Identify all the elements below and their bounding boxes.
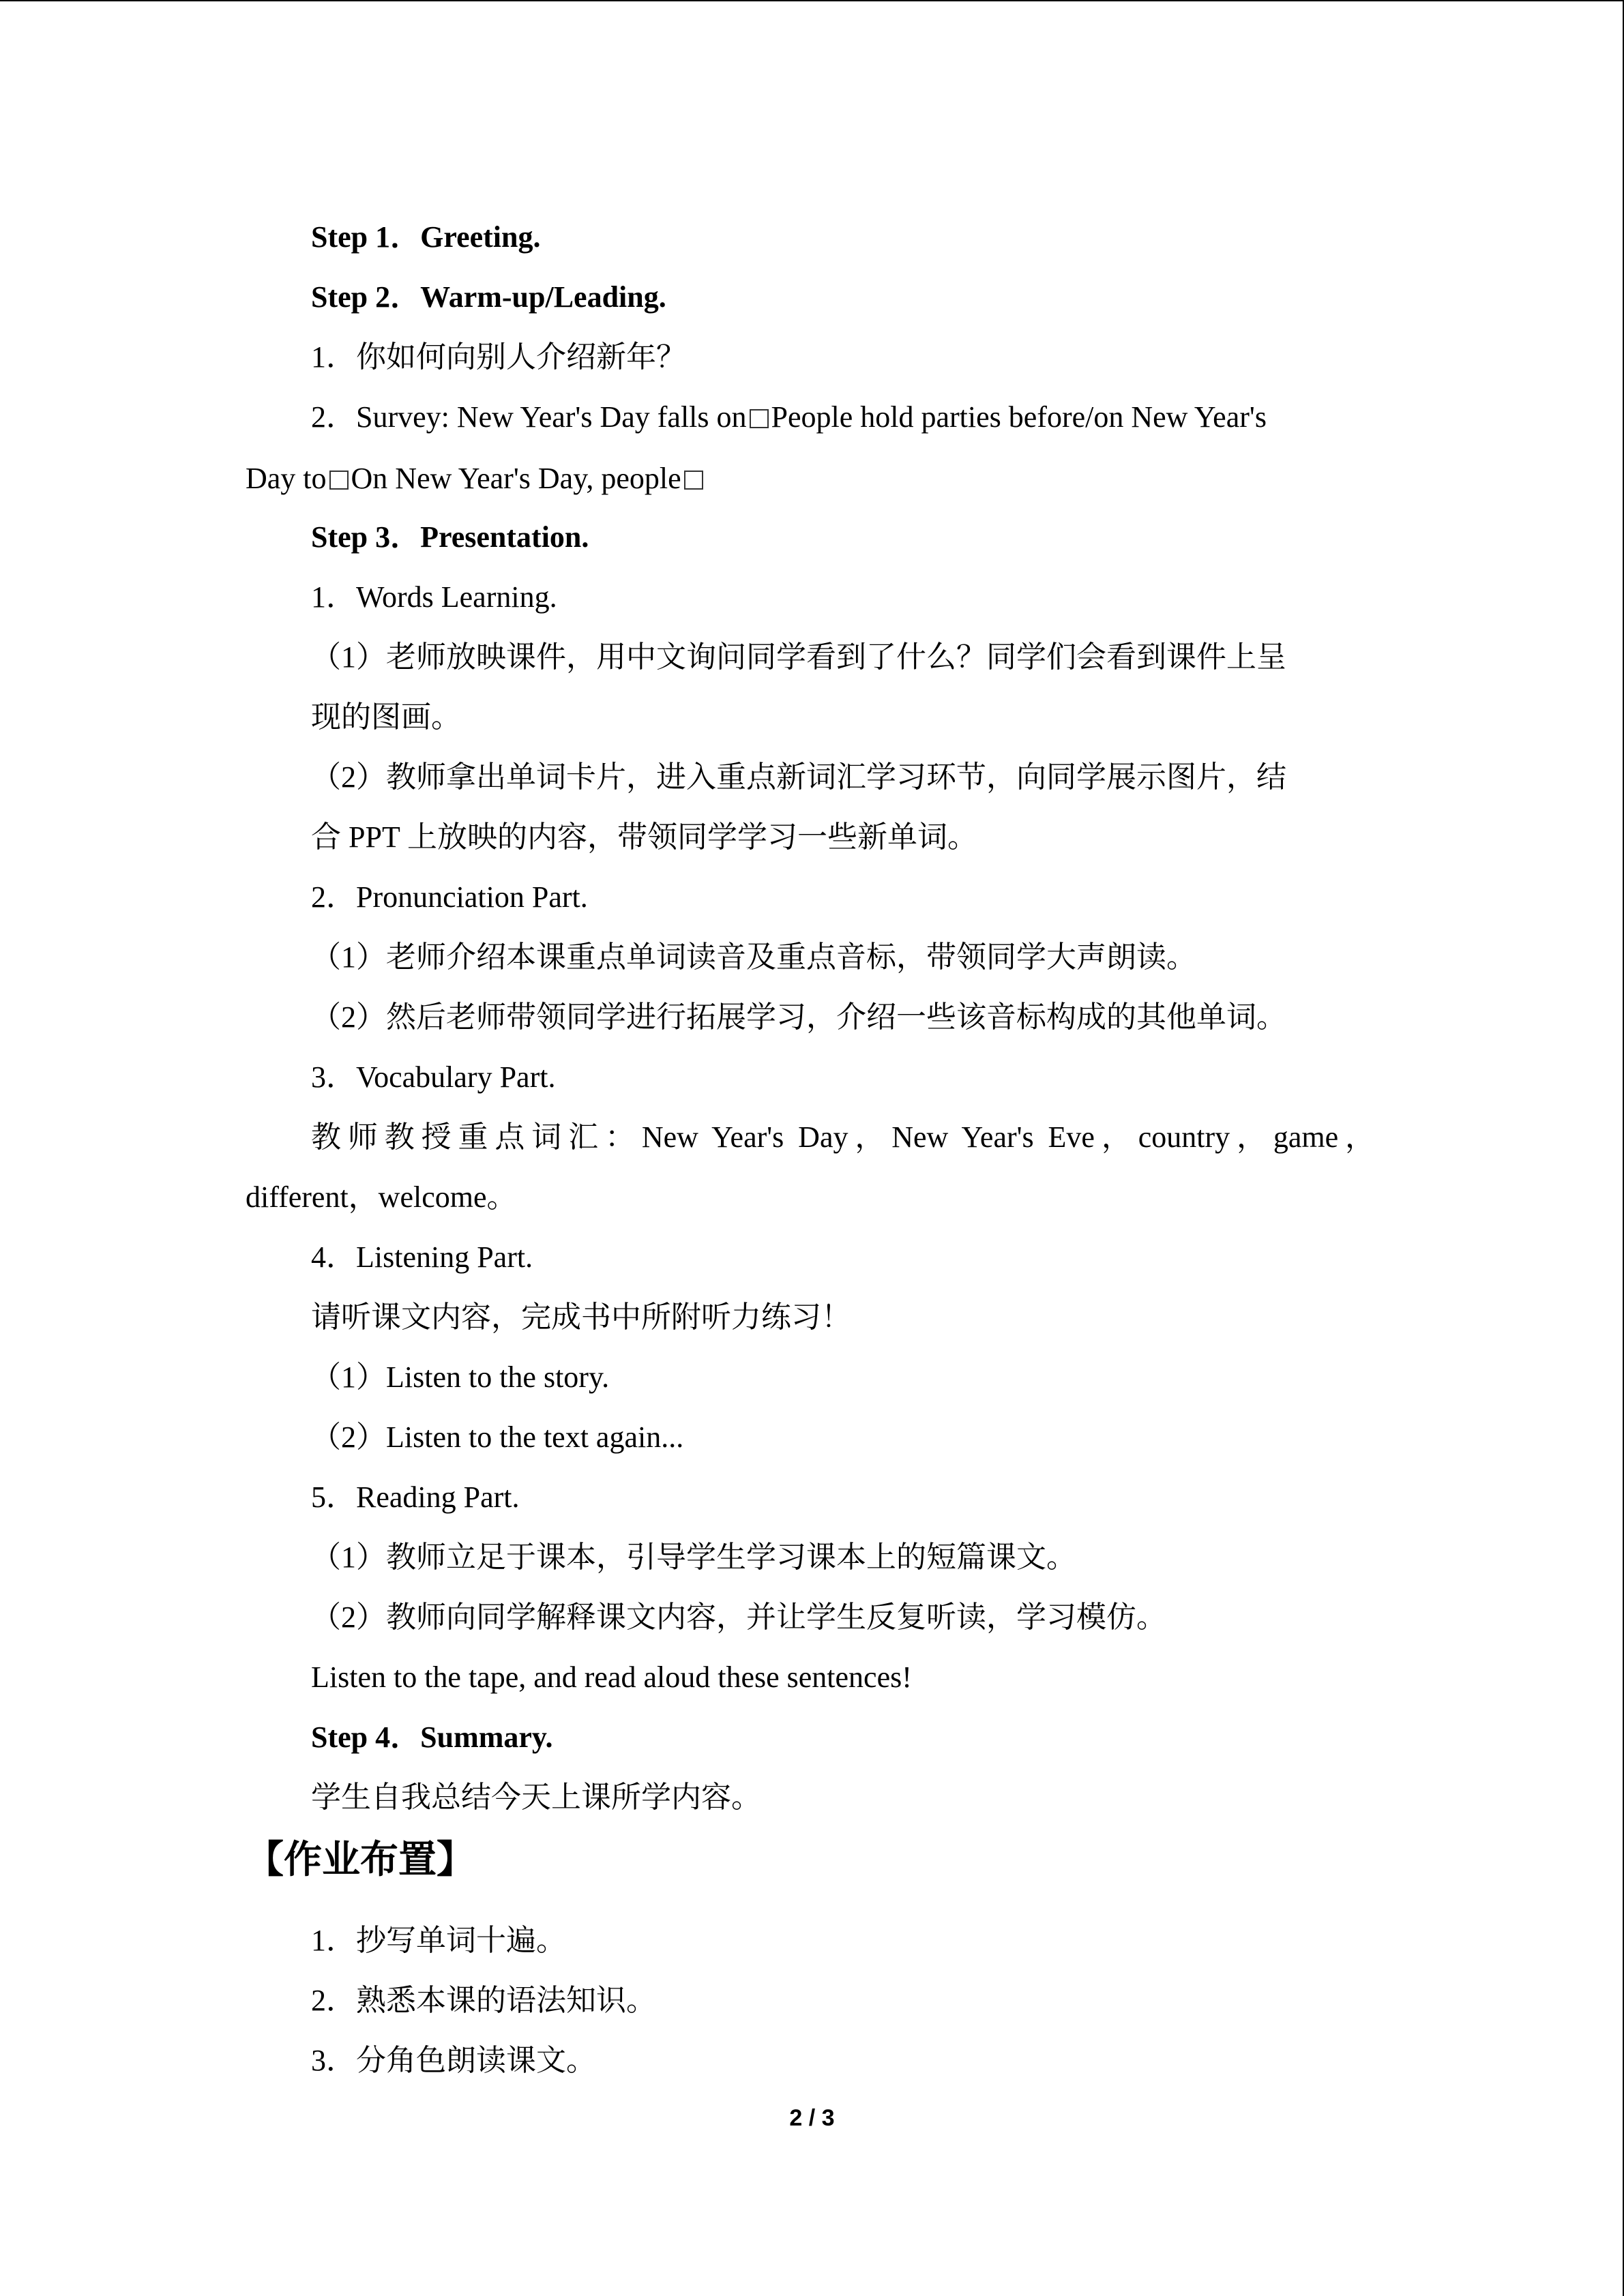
pronunciation-2: （2）然后老师带领同学进行拓展学习，介绍一些该音标构成的其他单词。 [311, 1000, 1286, 1034]
reading-2: （2）教师向同学解释课文内容，并让学生反复听读，学习模仿。 [311, 1600, 1166, 1634]
listening-1: （1）Listen to the story. [311, 1360, 610, 1394]
vocabulary-line1: 教师教授重点词汇：New Year's Day，New Year's Eve，country，game， [311, 1120, 1375, 1154]
vocabulary-line2: different，welcome。 [246, 1180, 517, 1214]
reading-3: Listen to the tape, and read aloud these sentences! [311, 1660, 912, 1694]
reading-title: 5．Reading Part. [311, 1480, 520, 1514]
page-number: 2 / 3 [789, 2105, 835, 2131]
words-learning-1-line2: 现的图画。 [311, 700, 461, 734]
listening-title: 4．Listening Part. [311, 1240, 533, 1274]
survey-text-c: Day to [246, 462, 327, 495]
homework-heading: 【作业布置】 [246, 1839, 475, 1881]
listening-intro: 请听课文内容，完成书中所附听力练习！ [311, 1300, 851, 1334]
words-learning-2-line1: （2）教师拿出单词卡片，进入重点新词汇学习环节，向同学展示图片，结 [311, 760, 1286, 794]
survey-text-a: 2．Survey: New Year's Day falls on [311, 400, 747, 434]
survey-text-d: On New Year's Day, people [351, 462, 681, 495]
pronunciation-1: （1）老师介绍本课重点单词读音及重点音标，带领同学大声朗读。 [311, 940, 1196, 974]
blank-box-icon [329, 471, 349, 490]
step4-heading: Step 4．Summary. [311, 1720, 553, 1754]
reading-1: （1）教师立足于课本，引导学生学习课本上的短篇课文。 [311, 1540, 1076, 1574]
vocabulary-title: 3．Vocabulary Part. [311, 1060, 556, 1094]
step1-heading: Step 1．Greeting. [311, 220, 541, 254]
homework-item2: 2．熟悉本课的语法知识。 [311, 1984, 656, 2017]
step2-item1: 1．你如何向别人介绍新年？ [311, 340, 686, 374]
listening-2: （2）Listen to the text again... [311, 1420, 684, 1454]
step3-heading: Step 3．Presentation. [311, 520, 589, 554]
words-learning-title: 1．Words Learning. [311, 580, 557, 614]
summary-text: 学生自我总结今天上课所学内容。 [311, 1780, 761, 1814]
survey-text-b: People hold parties before/on New Year's [771, 400, 1267, 434]
blank-box-icon [684, 471, 703, 490]
step2-heading: Step 2．Warm-up/Leading. [311, 280, 666, 314]
pronunciation-title: 2．Pronunciation Part. [311, 880, 588, 914]
homework-item1: 1．抄写单词十遍。 [311, 1924, 566, 1957]
step2-item2-line2 [246, 458, 706, 499]
step2-item2-line1 [311, 397, 1267, 438]
words-learning-1-line1: （1）老师放映课件，用中文询问同学看到了什么？同学们会看到课件上呈 [311, 640, 1286, 674]
homework-item3: 3．分角色朗读课文。 [311, 2044, 596, 2077]
blank-box-icon [750, 409, 769, 428]
words-learning-2-line2: 合 PPT 上放映的内容，带领同学学习一些新单词。 [311, 820, 978, 854]
